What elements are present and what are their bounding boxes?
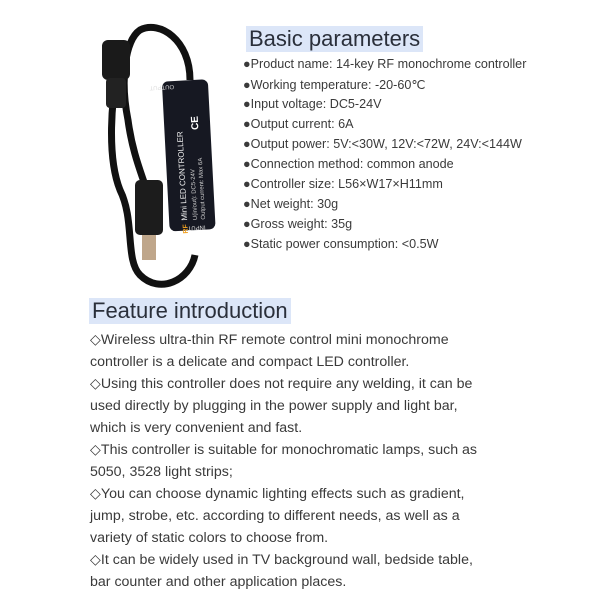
feature-line: ◇This controller is suitable for monochromatic lamps, such as: [90, 442, 478, 458]
param-item: ●Gross weight: 35g: [243, 217, 353, 231]
param-item: ●Output current: 6A: [243, 117, 354, 131]
controller-body: [162, 79, 216, 234]
feature-line: jump, strobe, etc. according to different needs, as well as a: [90, 508, 460, 524]
param-item: ●Static power consumption: <0.5W: [243, 237, 439, 251]
feature-line: bar counter and other application places.: [90, 574, 347, 590]
feature-line: ◇Using this controller does not require any welding, it can be: [90, 376, 473, 392]
feature-line: controller is a delicate and compact LED controller.: [90, 354, 410, 370]
output-label: OUTPUT: [149, 82, 175, 91]
rf-logo: RF: [182, 224, 190, 234]
param-item: ●Net weight: 30g: [243, 197, 339, 211]
param-item: ●Output power: 5V:<30W, 12V:<72W, 24V:<144W: [243, 137, 522, 151]
param-item: ●Controller size: L56×W17×H11mm: [243, 177, 443, 191]
controller-input-spec: U(in/out): DC5-24V: [190, 168, 200, 221]
param-item: ●Product name: 14-key RF monochrome controller: [243, 57, 527, 71]
feature-line: ◇It can be widely used in TV background wall, bedside table,: [90, 552, 473, 568]
input-label: INPUT: [187, 223, 206, 231]
dc-female-connector: [102, 40, 130, 80]
param-item: ●Input voltage: DC5-24V: [243, 97, 382, 111]
feature-line: variety of static colors to choose from.: [90, 530, 329, 546]
basic-parameters-heading: Basic parameters: [246, 26, 423, 52]
feature-line: used directly by plugging in the power supply and light bar,: [90, 398, 458, 414]
dc-male-connector: [135, 180, 163, 235]
feature-line: which is very convenient and fast.: [90, 420, 303, 436]
feature-line: ◇You can choose dynamic lighting effects such as gradient,: [90, 486, 465, 502]
param-item: ●Connection method: common anode: [243, 157, 454, 171]
feature-introduction-heading: Feature introduction: [89, 298, 291, 324]
param-item: ●Working temperature: -20-60℃: [243, 78, 426, 92]
ce-mark: CE: [189, 115, 202, 131]
feature-line: ◇Wireless ultra-thin RF remote control mini monochrome: [90, 332, 449, 348]
product-photo: [80, 20, 230, 300]
feature-line: 5050, 3528 light strips;: [90, 464, 233, 480]
controller-name: Mini LED CONTROLLER: [175, 131, 190, 221]
controller-output-spec: Output current: Max 6A: [197, 157, 208, 220]
